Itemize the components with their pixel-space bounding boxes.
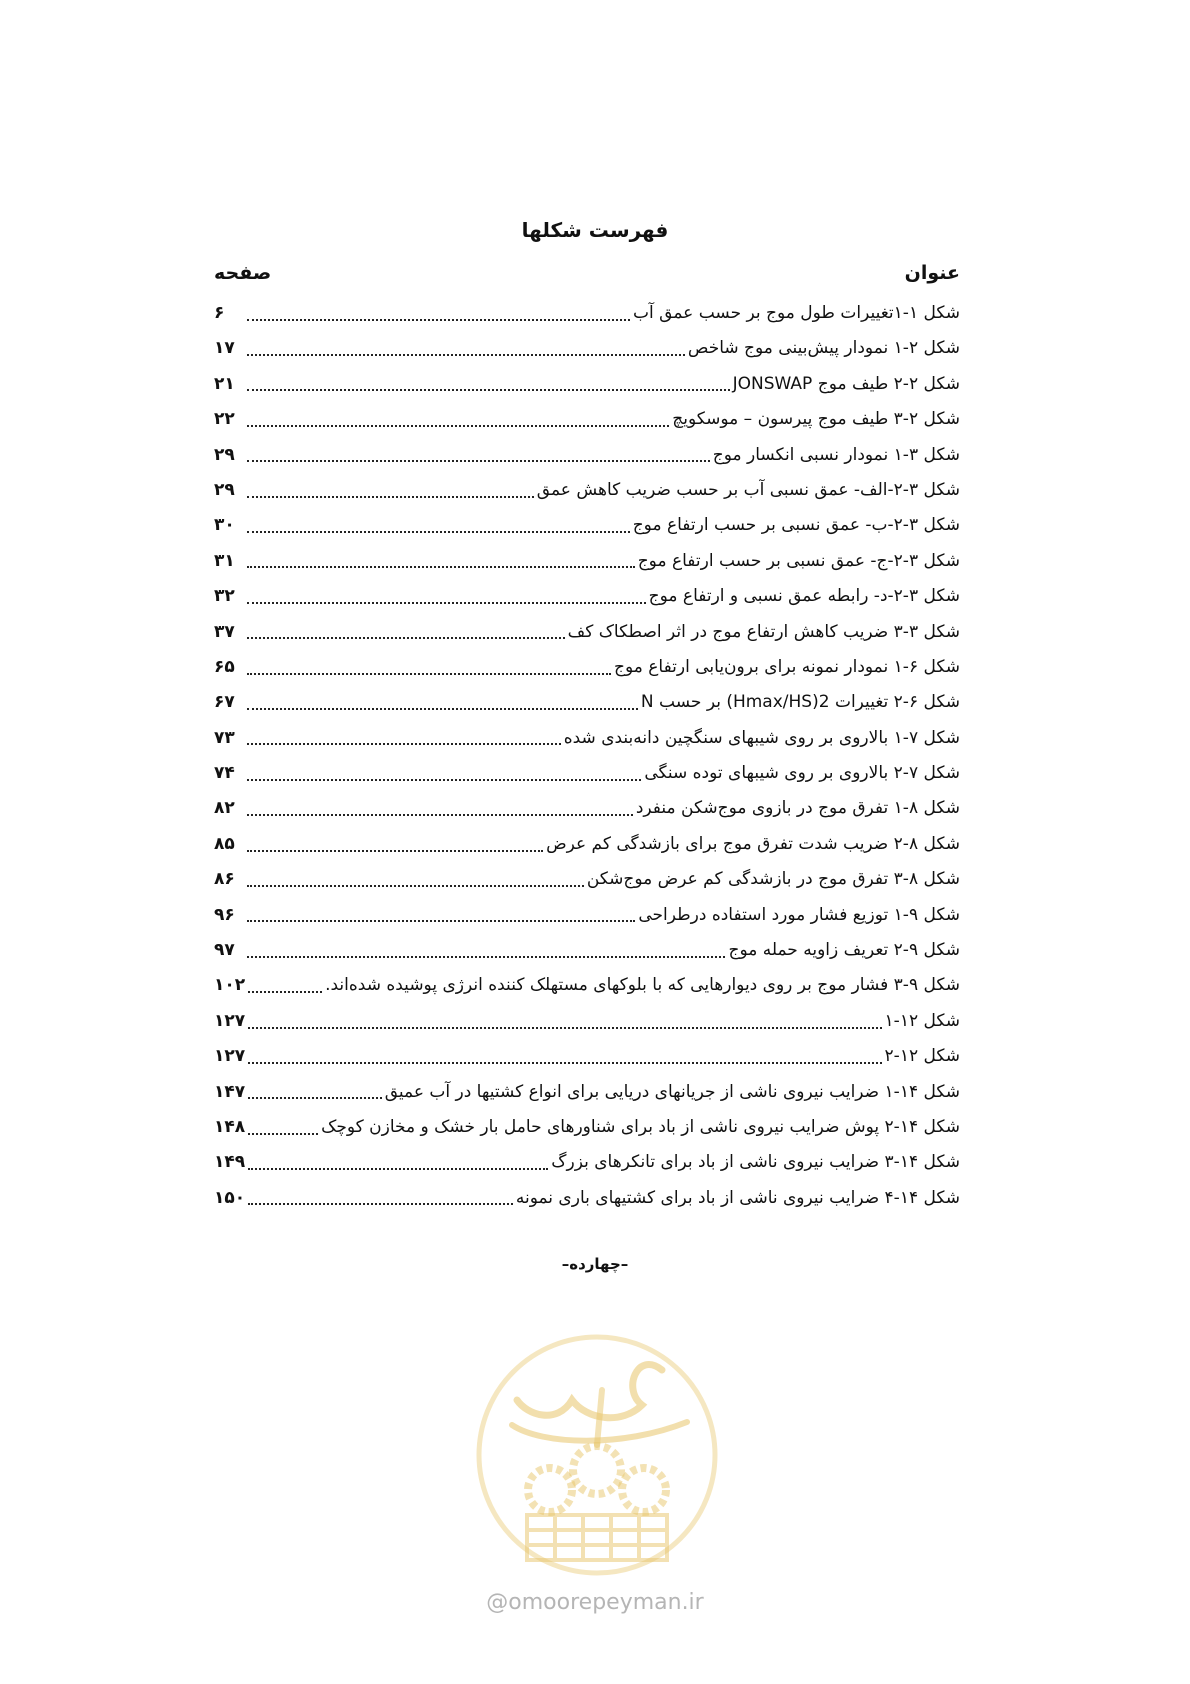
toc-leader-dots	[248, 991, 322, 993]
toc-entry-label: شکل ۱-۱تغییرات طول موج بر حسب عمق آب	[633, 303, 960, 323]
toc-entry	[214, 402, 960, 437]
toc-entry	[214, 1004, 960, 1039]
toc-entry-page: ۷۴	[214, 763, 235, 784]
toc-entry	[214, 756, 960, 791]
toc-entry-page: ۱۴۷	[214, 1081, 246, 1102]
toc-entry-page: ۹۷	[214, 940, 235, 961]
toc-entry-label: شکل ۱۲-۲	[884, 1046, 960, 1067]
toc-entry-page: ۶۷	[214, 692, 235, 713]
toc-leader-dots	[248, 1062, 881, 1064]
toc-entry-label: شکل ۷-۲ بالاروی بر روی شیبهای توده سنگی	[644, 763, 960, 784]
toc-entry-page: ۱۴۸	[214, 1116, 246, 1137]
watermark-url: @omoorepeyman.ir	[486, 1590, 704, 1615]
toc-entry-page: ۹۶	[214, 904, 235, 925]
toc-leader-dots	[247, 743, 561, 745]
toc-entry-page: ۷۳	[214, 727, 235, 748]
title-column-header: عنوان	[904, 262, 960, 284]
toc-entry-label: شکل ۸-۲ ضریب شدت تفرق موج برای بازشدگی کم عرض	[546, 833, 960, 854]
toc-entry	[214, 898, 960, 933]
toc-entry	[214, 791, 960, 826]
page-column-header: صفحه	[214, 262, 272, 284]
toc-entry	[214, 367, 960, 402]
toc-entry-page: ۲۹	[214, 479, 235, 500]
toc-entry-page: ۳۱	[214, 550, 235, 571]
toc-entry	[214, 968, 960, 1003]
toc-leader-dots	[248, 1097, 382, 1099]
toc-entry	[214, 615, 960, 650]
toc-leader-dots	[248, 1133, 318, 1135]
toc-header	[214, 262, 960, 292]
toc-entry	[214, 721, 960, 756]
toc-entry-label: شکل ۶-۲ تغییرات Hmax/HS)2) بر حسب N	[640, 692, 960, 713]
toc-entry-label: شکل ۳-۲-ب- عمق نسبی بر حسب ارتفاع موج	[632, 515, 960, 536]
toc-entry	[214, 508, 960, 543]
toc-entry	[214, 1075, 960, 1110]
toc-entry-page: ۳۷	[214, 621, 235, 642]
toc-entry	[214, 1039, 960, 1074]
toc-entry	[214, 438, 960, 473]
toc-entry	[214, 1110, 960, 1145]
toc-entry-page: ۲۹	[214, 444, 235, 465]
toc-entry-label: شکل ۱۴-۲ پوش ضرایب نیروی ناشی از باد برای شناورهای حامل بار خشک و مخازن کوچک	[321, 1116, 960, 1137]
toc-entry-page: ۱۰۲	[214, 975, 246, 996]
toc-leader-dots	[247, 637, 565, 639]
toc-leader-dots	[247, 885, 584, 887]
toc-entry	[214, 473, 960, 508]
toc-entry-label: شکل ۹-۲ تعریف زاویه حمله موج	[728, 940, 960, 961]
toc-entry-page: ۲۱	[214, 373, 235, 394]
toc-entry-label: شکل ۳-۳ ضریب کاهش ارتفاع موج در اثر اصطکاک کف	[567, 621, 960, 642]
toc-entry	[214, 296, 960, 331]
toc-entry	[214, 1145, 960, 1180]
toc-leader-dots	[247, 602, 646, 604]
toc-leader-dots	[247, 956, 725, 958]
toc-entry-page: ۳۰	[214, 515, 235, 536]
toc-entry-page: ۶۵	[214, 656, 235, 677]
toc-entry-page: ۸۶	[214, 869, 235, 890]
toc-entry	[214, 827, 960, 862]
toc-entry	[214, 650, 960, 685]
toc-leader-dots	[247, 920, 635, 922]
toc-leader-dots	[247, 708, 638, 710]
toc-entry-label: شکل ۳-۲-د- رابطه عمق نسبی و ارتفاع موج	[648, 586, 960, 607]
toc-entry	[214, 579, 960, 614]
toc-entry	[214, 862, 960, 897]
toc-leader-dots	[247, 460, 710, 462]
toc-leader-dots	[247, 850, 543, 852]
toc-leader-dots	[247, 389, 730, 391]
toc-entry	[214, 685, 960, 720]
toc-entry-page: ۶	[214, 303, 225, 323]
toc-entry-label: شکل ۳-۲-الف- عمق نسبی آب بر حسب ضریب کاهش عمق	[536, 479, 960, 500]
toc-entry-label: شکل ۲-۲ طیف موج JONSWAP	[732, 373, 960, 394]
toc-entry-label: شکل ۱۲-۱	[884, 1010, 960, 1031]
toc-entry-page: ۱۵۰	[214, 1187, 246, 1208]
toc-entry-label: شکل ۸-۱ تفرق موج در بازوی موج‌شکن منفرد	[635, 798, 960, 819]
toc-leader-dots	[247, 814, 633, 816]
toc-entry-page: ۸۲	[214, 798, 235, 819]
toc-entry-label: شکل ۹-۳ فشار موج بر روی دیوارهایی که با بلوکهای مستهلک کننده انرژی پوشیده شده‌اند.	[325, 975, 960, 996]
page-title: فهرست شکلها	[521, 218, 669, 242]
toc-entry-label: شکل ۱۴-۱ ضرایب نیروی ناشی از جریانهای دریایی برای انواع کشتیها در آب عمیق	[384, 1081, 960, 1102]
toc-entry	[214, 544, 960, 579]
toc-entry-label: شکل ۹-۱ توزیع فشار مورد استفاده درطراحی	[638, 904, 960, 925]
toc-entry-label: شکل ۱۴-۴ ضرایب نیروی ناشی از باد برای کشتیهای باری نمونه	[515, 1187, 960, 1208]
toc-leader-dots	[247, 531, 630, 533]
toc-entry-label: شکل ۳-۲-ج- عمق نسبی بر حسب ارتفاع موج	[637, 550, 960, 571]
toc-leader-dots	[247, 319, 630, 321]
toc-leader-dots	[247, 673, 611, 675]
toc-entry-label: شکل ۲-۳ طیف موج پیرسون – موسکویچ	[672, 409, 960, 430]
toc-leader-dots	[247, 779, 641, 781]
toc-leader-dots	[247, 566, 635, 568]
toc-entry-page: ۱۷	[214, 338, 235, 359]
toc-leader-dots	[248, 1027, 881, 1029]
toc-entry-label: شکل ۸-۳ تفرق موج در بازشدگی کم عرض موج‌شکن	[586, 869, 960, 890]
toc-leader-dots	[247, 425, 669, 427]
toc-entry-page: ۳۲	[214, 586, 235, 607]
toc-leader-dots	[248, 1168, 548, 1170]
toc-entry-label: شکل ۶-۱ نمودار نمونه برای برون‌یابی ارتفاع موج	[613, 656, 960, 677]
toc-leader-dots	[247, 354, 685, 356]
page-number-footer: –چهارده–	[561, 1255, 629, 1273]
toc-leader-dots	[247, 496, 534, 498]
watermark-seal-logo	[472, 1330, 722, 1580]
toc-entry-page: ۱۲۷	[214, 1010, 246, 1031]
toc-entry	[214, 331, 960, 366]
toc-entry-label: شکل ۲-۱ نمودار پیش‌بینی موج شاخص	[687, 338, 960, 359]
toc-entry-label: شکل ۱۴-۳ ضرایب نیروی ناشی از باد برای تانکرهای بزرگ	[551, 1152, 960, 1173]
toc-entry-label: شکل ۷-۱ بالاروی بر روی شیبهای سنگچین دانه‌بندی شده	[563, 727, 960, 748]
toc-entry-page: ۸۵	[214, 833, 235, 854]
toc-entry-page: ۱۲۷	[214, 1046, 246, 1067]
toc-entry	[214, 933, 960, 968]
toc-entry-label: شکل ۳-۱ نمودار نسبی انکسار موج	[712, 444, 960, 465]
toc-entry-page: ۲۲	[214, 409, 235, 430]
table-of-figures	[214, 296, 960, 1216]
toc-leader-dots	[248, 1203, 513, 1205]
toc-entry	[214, 1181, 960, 1216]
toc-entry-page: ۱۴۹	[214, 1152, 246, 1173]
